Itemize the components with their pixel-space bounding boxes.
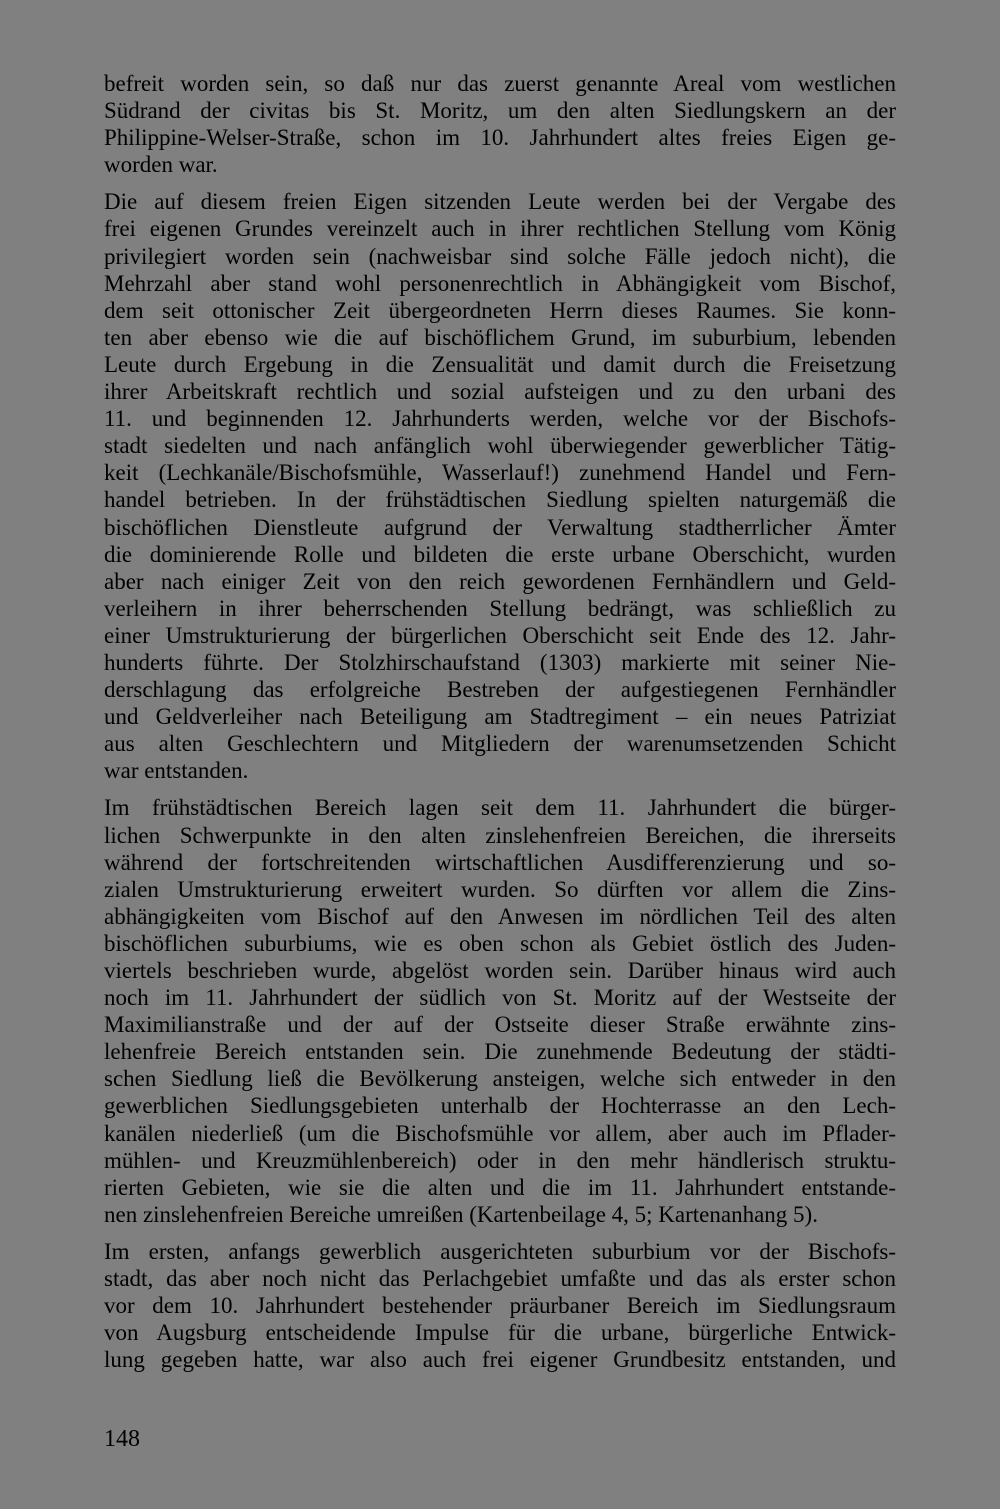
text-line: einer Umstrukturierung der bürgerlichen Oberschicht seit Ende des 12. Jahr-: [104, 622, 896, 648]
text-line: kanälen niederließ (um die Bischofsmühle vor allem, aber auch im Pflader-: [104, 1120, 896, 1146]
page-number: 148: [104, 1426, 140, 1452]
text-line: vor dem 10. Jahrhundert bestehender präurbaner Bereich im Siedlungsraum: [104, 1293, 896, 1319]
text-line: aber nach einiger Zeit von den reich gewordenen Fernhändlern und Geld-: [104, 568, 896, 594]
text-line: keit (Lechkanäle/Bischofsmühle, Wasserlauf!) zunehmend Handel und Fern-: [104, 460, 896, 486]
text-line: derschlagung das erfolgreiche Bestreben der aufgestiegenen Fernhändler: [104, 677, 896, 703]
text-line: viertels beschrieben wurde, abgelöst worden sein. Darüber hinaus wird auch: [104, 958, 896, 983]
text-line: abhängigkeiten vom Bischof auf den Anwesen im nördlichen Teil des alten: [104, 903, 896, 929]
text-line: privilegiert worden sein (nachweisbar sind solche Fälle jedoch nicht), die: [104, 243, 896, 269]
text-line: stadt siedelten und nach anfänglich wohl überwiegender gewerblicher Tätig-: [104, 433, 896, 459]
text-line: Maximilianstraße und der auf der Ostseite dieser Straße erwähnte zins-: [104, 1012, 896, 1038]
text-line: von Augsburg entscheidende Impulse für die urbane, bürgerliche Entwick-: [104, 1320, 896, 1346]
text-line: Philippine-Welser-Straße, schon im 10. Jahrhundert altes freies Eigen ge-: [104, 125, 896, 151]
text-line: verleihern in ihrer beherrschenden Stellung bedrängt, was schließlich zu: [104, 595, 896, 621]
text-line: Im frühstädtischen Bereich lagen seit dem 11. Jahrhundert die bürger-: [104, 795, 896, 821]
text-line: Mehrzahl aber stand wohl personenrechtlich in Abhängigkeit vom Bischof,: [104, 270, 896, 296]
text-line: Südrand der civitas bis St. Moritz, um den alten Siedlungskern an der: [104, 98, 896, 124]
text-line: lung gegeben hatte, war also auch frei eigener Grundbesitz entstanden, und: [104, 1347, 896, 1373]
text-line: frei eigenen Grundes vereinzelt auch in ihrer rechtlichen Stellung vom König: [104, 216, 896, 242]
text-line: Leute durch Ergebung in die Zensualität und damit durch die Freisetzung: [104, 351, 896, 377]
paragraph: [104, 1238, 896, 1373]
text-line: während der fortschreitenden wirtschaftlichen Ausdifferenzierung und so-: [104, 849, 896, 875]
page-body: [104, 70, 896, 1383]
paragraph: [104, 188, 896, 784]
text-line: die dominierende Rolle und bildeten die erste urbane Oberschicht, wurden: [104, 541, 896, 567]
text-line: zialen Umstrukturierung erweitert wurden. So dürften vor allem die Zins-: [104, 876, 896, 902]
paragraph: [104, 70, 896, 178]
text-line: worden war.: [104, 152, 218, 178]
text-line: rierten Gebieten, wie sie die alten und die im 11. Jahrhundert entstande-: [104, 1174, 896, 1200]
text-line: Im ersten, anfangs gewerblich ausgerichteten suburbium vor der Bischofs-: [104, 1238, 896, 1264]
text-line: lehenfreie Bereich entstanden sein. Die zunehmende Bedeutung der städti-: [104, 1039, 896, 1065]
text-line: handel betrieben. In der frühstädtischen Siedlung spielten naturgemäß die: [104, 487, 896, 513]
text-line: war entstanden.: [104, 758, 249, 784]
paragraph: [104, 794, 896, 1228]
text-line: stadt, das aber noch nicht das Perlachgebiet umfaßte und das als erster schon: [104, 1266, 896, 1292]
text-line: gewerblichen Siedlungsgebieten unterhalb der Hochterrasse an den Lech-: [104, 1093, 896, 1119]
text-line: befreit worden sein, so daß nur das zuerst genannte Areal vom westlichen: [104, 71, 896, 96]
text-line: Die auf diesem freien Eigen sitzenden Leute werden bei der Vergabe des: [104, 189, 896, 215]
text-line: hunderts führte. Der Stolzhirschaufstand (1303) markierte mit seiner Nie-: [104, 649, 896, 675]
text-line: lichen Schwerpunkte in den alten zinslehenfreien Bereichen, die ihrerseits: [104, 822, 896, 848]
text-line: und Geldverleiher nach Beteiligung am Stadtregiment – ein neues Patriziat: [104, 704, 896, 730]
text-line: bischöflichen Dienstleute aufgrund der Verwaltung stadtherrlicher Ämter: [104, 514, 896, 540]
text-line: mühlen- und Kreuzmühlenbereich) oder in den mehr händlerisch struktu-: [104, 1147, 896, 1173]
text-line: dem seit ottonischer Zeit übergeordneten Herrn dieses Raumes. Sie konn-: [104, 297, 896, 323]
text-line: bischöflichen suburbiums, wie es oben schon als Gebiet östlich des Juden-: [104, 930, 896, 956]
text-line: noch im 11. Jahrhundert der südlich von St. Moritz auf der Westseite der: [104, 985, 896, 1011]
text-line: 11. und beginnenden 12. Jahrhunderts werden, welche vor der Bischofs-: [104, 406, 896, 432]
text-line: ten aber ebenso wie die auf bischöflichem Grund, im suburbium, lebenden: [104, 324, 896, 350]
text-line: aus alten Geschlechtern und Mitgliedern der warenumsetzenden Schicht: [104, 731, 896, 757]
text-line: nen zinslehenfreien Bereiche umreißen (Kartenbeilage 4, 5; Kartenanhang 5).: [104, 1201, 818, 1227]
text-line: ihrer Arbeitskraft rechtlich und sozial aufsteigen und zu den urbani des: [104, 379, 896, 405]
text-line: schen Siedlung ließ die Bevölkerung ansteigen, welche sich entweder in den: [104, 1066, 896, 1092]
